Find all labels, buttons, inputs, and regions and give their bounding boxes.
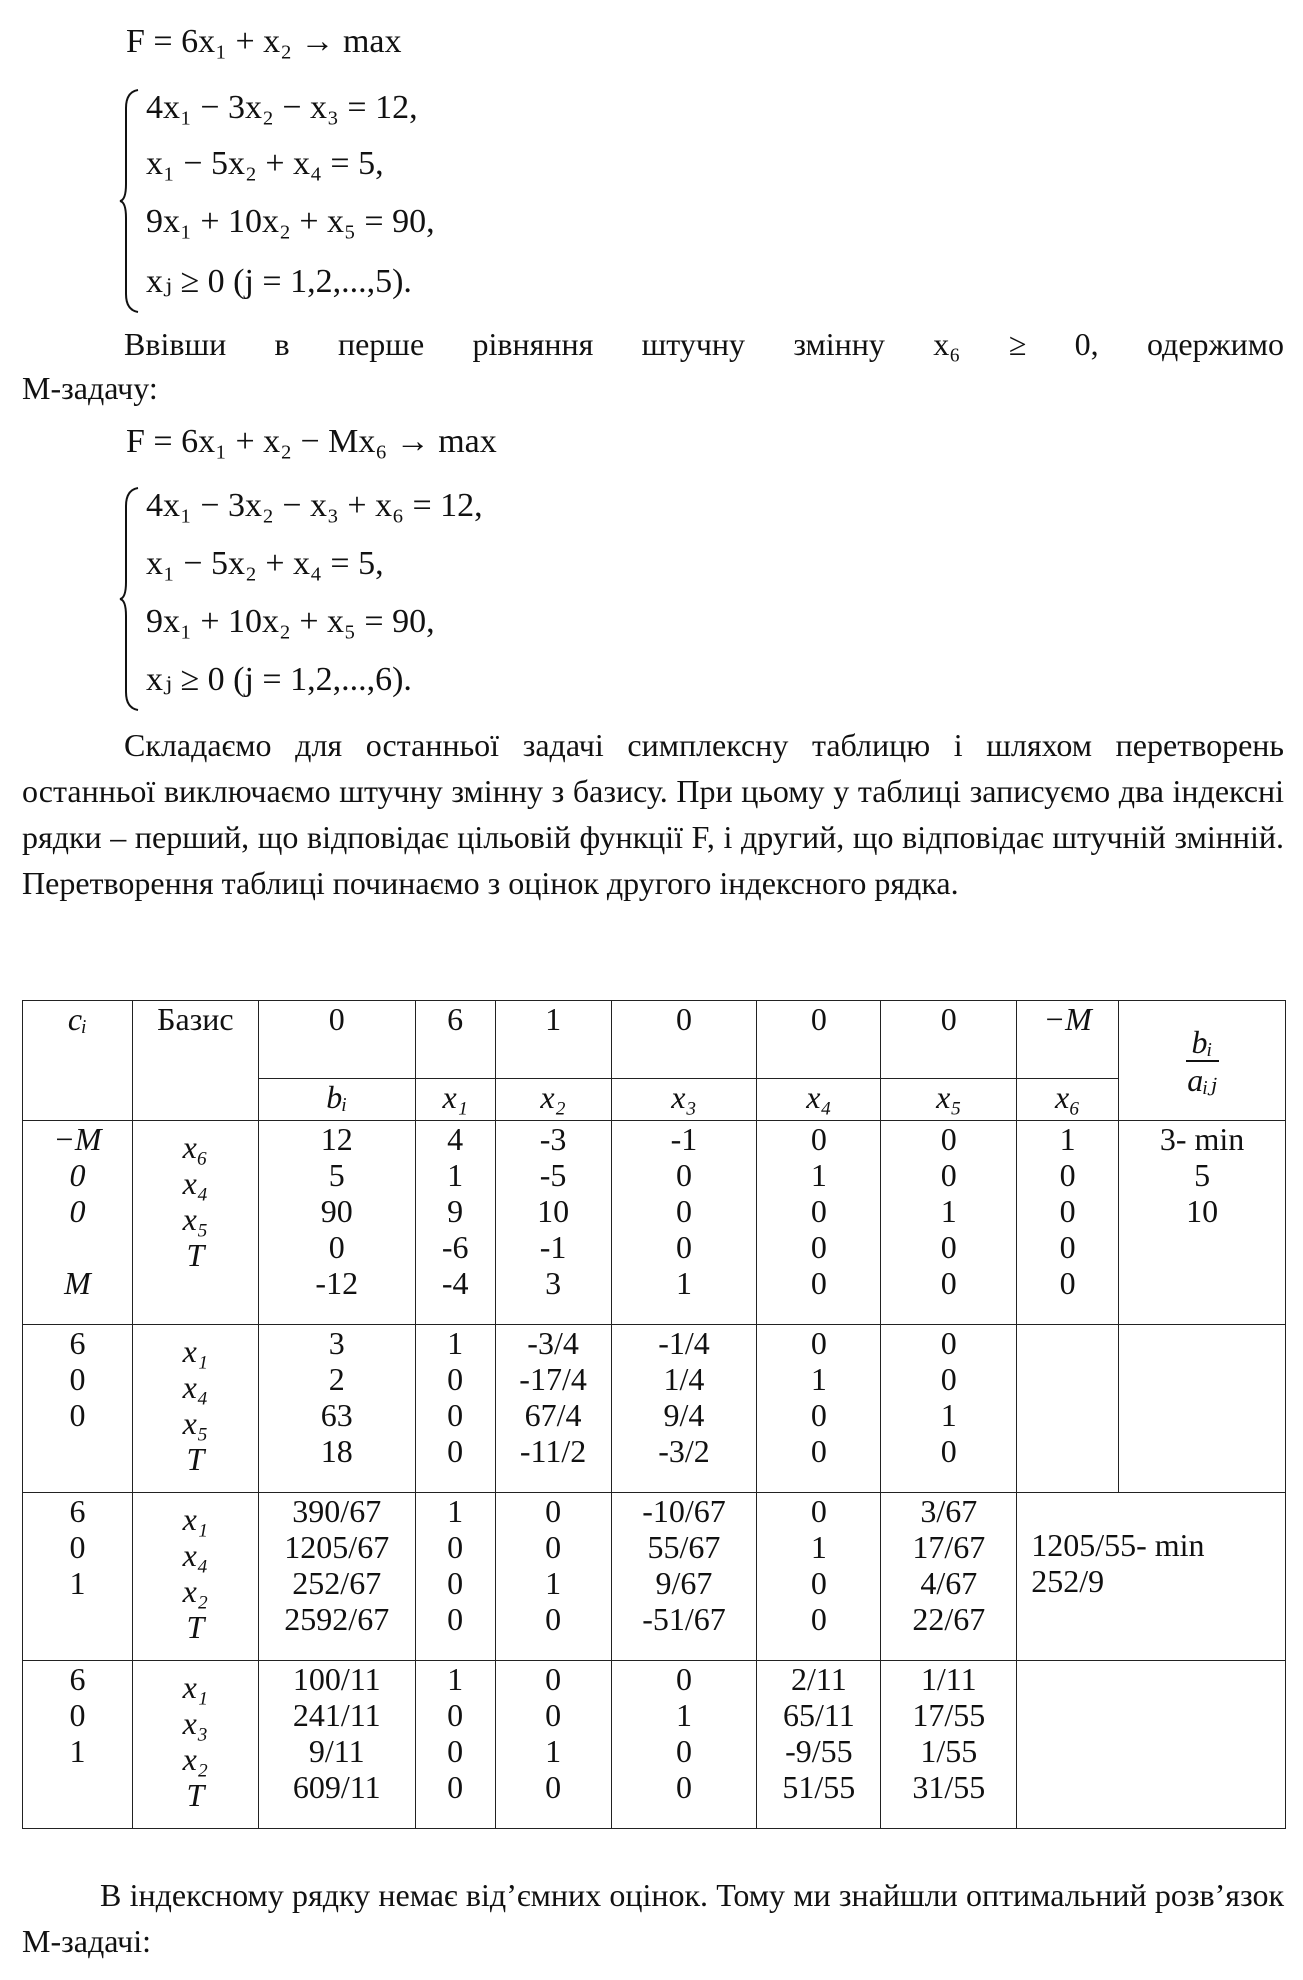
header-cost-3: 0: [611, 1001, 757, 1079]
block-4-x4: 2/11 65/11 -9/55 51/55: [757, 1661, 881, 1829]
block-2-b: 3 2 63 18: [258, 1325, 415, 1493]
block-1-ratio: 3- min 5 10: [1119, 1121, 1286, 1325]
header-var-x4: x₄: [757, 1079, 881, 1121]
header-var-x5: x₅: [881, 1079, 1017, 1121]
header-var-x1: x₁: [415, 1079, 495, 1121]
block-4-x3: 0 1 0 0: [611, 1661, 757, 1829]
block-3-ratio: 1205/55- min 252/9: [1017, 1493, 1286, 1661]
block-2-x2: -3/4 -17/4 67/4 -11/2: [495, 1325, 611, 1493]
table-block-2: [23, 1325, 1286, 1493]
table-block-3: [23, 1493, 1286, 1661]
block-2-ratio: [1119, 1325, 1286, 1493]
block-2-x4: 0 1 0 0: [757, 1325, 881, 1493]
block-1-c: −M 0 0 M: [23, 1121, 133, 1325]
block-4-c: 6 0 1: [23, 1661, 133, 1829]
block-1-x3: -1 0 0 0 1: [611, 1121, 757, 1325]
block-3-x4: 0 1 0 0: [757, 1493, 881, 1661]
constraint-1-3: 9x₁ + 10x₂ + x₅ = 90,: [146, 203, 435, 240]
block-1-b: 12 5 90 0 -12: [258, 1121, 415, 1325]
ratio-numerator: bᵢ: [1191, 1023, 1213, 1060]
simplex-table: [22, 1000, 1286, 1829]
header-ci: cᵢ: [23, 1001, 133, 1121]
block-4-b: 100/11 241/11 9/11 609/11: [258, 1661, 415, 1829]
block-4-ratio: [1017, 1661, 1286, 1829]
header-cost-5: 0: [881, 1001, 1017, 1079]
paragraph-1: [22, 322, 1284, 410]
header-cost-0: 0: [258, 1001, 415, 1079]
objective-1: F = 6x₁ + x₂ → max: [126, 23, 402, 60]
constraint-2-4: xⱼ ≥ 0 (j = 1,2,...,6).: [146, 661, 412, 698]
ratio-denominator: aᵢⱼ: [1187, 1061, 1217, 1098]
paragraph-1-line-2: M-задачу:: [22, 370, 158, 406]
block-2-x3: -1/4 1/4 9/4 -3/2: [611, 1325, 757, 1493]
brace-1: [118, 88, 140, 314]
block-1-x1: 4 1 9 -6 -4: [415, 1121, 495, 1325]
block-3-x5: 3/67 17/67 4/67 22/67: [881, 1493, 1017, 1661]
objective-2: F = 6x₁ + x₂ − Mx₆ → max: [126, 423, 497, 460]
block-3-x1: 1 0 0 0: [415, 1493, 495, 1661]
block-3-basis: x₁ x₄ x₂ T: [132, 1493, 258, 1661]
block-3-x3: -10/67 55/67 9/67 -51/67: [611, 1493, 757, 1661]
table-block-4: [23, 1661, 1286, 1829]
constraint-2-3: 9x₁ + 10x₂ + x₅ = 90,: [146, 603, 435, 640]
constraint-2-2: x₁ − 5x₂ + x₄ = 5,: [146, 545, 384, 582]
paragraph-2: Складаємо для останньої задачі симплексну таблицю і шляхом перетворень останньої виключаємо штучну змінну з базису. При цьому у таблиці записуємо два індексні рядки – перший, що відповідає цільовій функції F, і другий, що відповідає штучній змінній. Перетворення таблиці починаємо з оцінок другого індексного рядка.: [22, 727, 1284, 901]
constraint-1-4: xⱼ ≥ 0 (j = 1,2,...,5).: [146, 263, 412, 300]
header-cost-1: 6: [415, 1001, 495, 1079]
block-4-x1: 1 0 0 0: [415, 1661, 495, 1829]
constraint-2-1: 4x₁ − 3x₂ − x₃ + x₆ = 12,: [146, 487, 483, 524]
block-4-basis: x₁ x₃ x₂ T: [132, 1661, 258, 1829]
header-cost-6: −M: [1017, 1001, 1119, 1079]
paragraph-3: В індексному рядку немає від’ємних оцінок. Тому ми знайшли оптимальний розв’язок M-задачі:: [22, 1877, 1284, 1959]
constraint-1-1: 4x₁ − 3x₂ − x₃ = 12,: [146, 89, 418, 126]
block-2-x1: 1 0 0 0: [415, 1325, 495, 1493]
block-3-x2: 0 0 1 0: [495, 1493, 611, 1661]
block-1-basis: x₆ x₄ x₅ T: [132, 1121, 258, 1325]
table-block-1: [23, 1121, 1286, 1325]
header-var-b: bᵢ: [258, 1079, 415, 1121]
constraint-1-2: x₁ − 5x₂ + x₄ = 5,: [146, 145, 384, 182]
block-4-x2: 0 0 1 0: [495, 1661, 611, 1829]
paragraph-1-line-1: Ввівши в перше рівняння штучну змінну x₆ ≥ 0, одержимо: [124, 326, 1284, 362]
header-cost-4: 0: [757, 1001, 881, 1079]
block-1-x6: 1 0 0 0 0: [1017, 1121, 1119, 1325]
header-var-x6: x₆: [1017, 1079, 1119, 1121]
header-var-x3: x₃: [611, 1079, 757, 1121]
block-2-c: 6 0 0: [23, 1325, 133, 1493]
header-cost-2: 1: [495, 1001, 611, 1079]
block-4-x5: 1/11 17/55 1/55 31/55: [881, 1661, 1017, 1829]
block-3-b: 390/67 1205/67 252/67 2592/67: [258, 1493, 415, 1661]
header-var-x2: x₂: [495, 1079, 611, 1121]
block-3-c: 6 0 1: [23, 1493, 133, 1661]
block-2-x5: 0 0 1 0: [881, 1325, 1017, 1493]
block-1-x5: 0 0 1 0 0: [881, 1121, 1017, 1325]
block-1-x2: -3 -5 10 -1 3: [495, 1121, 611, 1325]
block-2-basis: x₁ x₄ x₅ T: [132, 1325, 258, 1493]
brace-2: [118, 486, 140, 712]
block-1-x4: 0 1 0 0 0: [757, 1121, 881, 1325]
block-2-x6: [1017, 1325, 1119, 1493]
header-ratio: [1119, 1001, 1286, 1121]
header-basis: Базис: [132, 1001, 258, 1121]
